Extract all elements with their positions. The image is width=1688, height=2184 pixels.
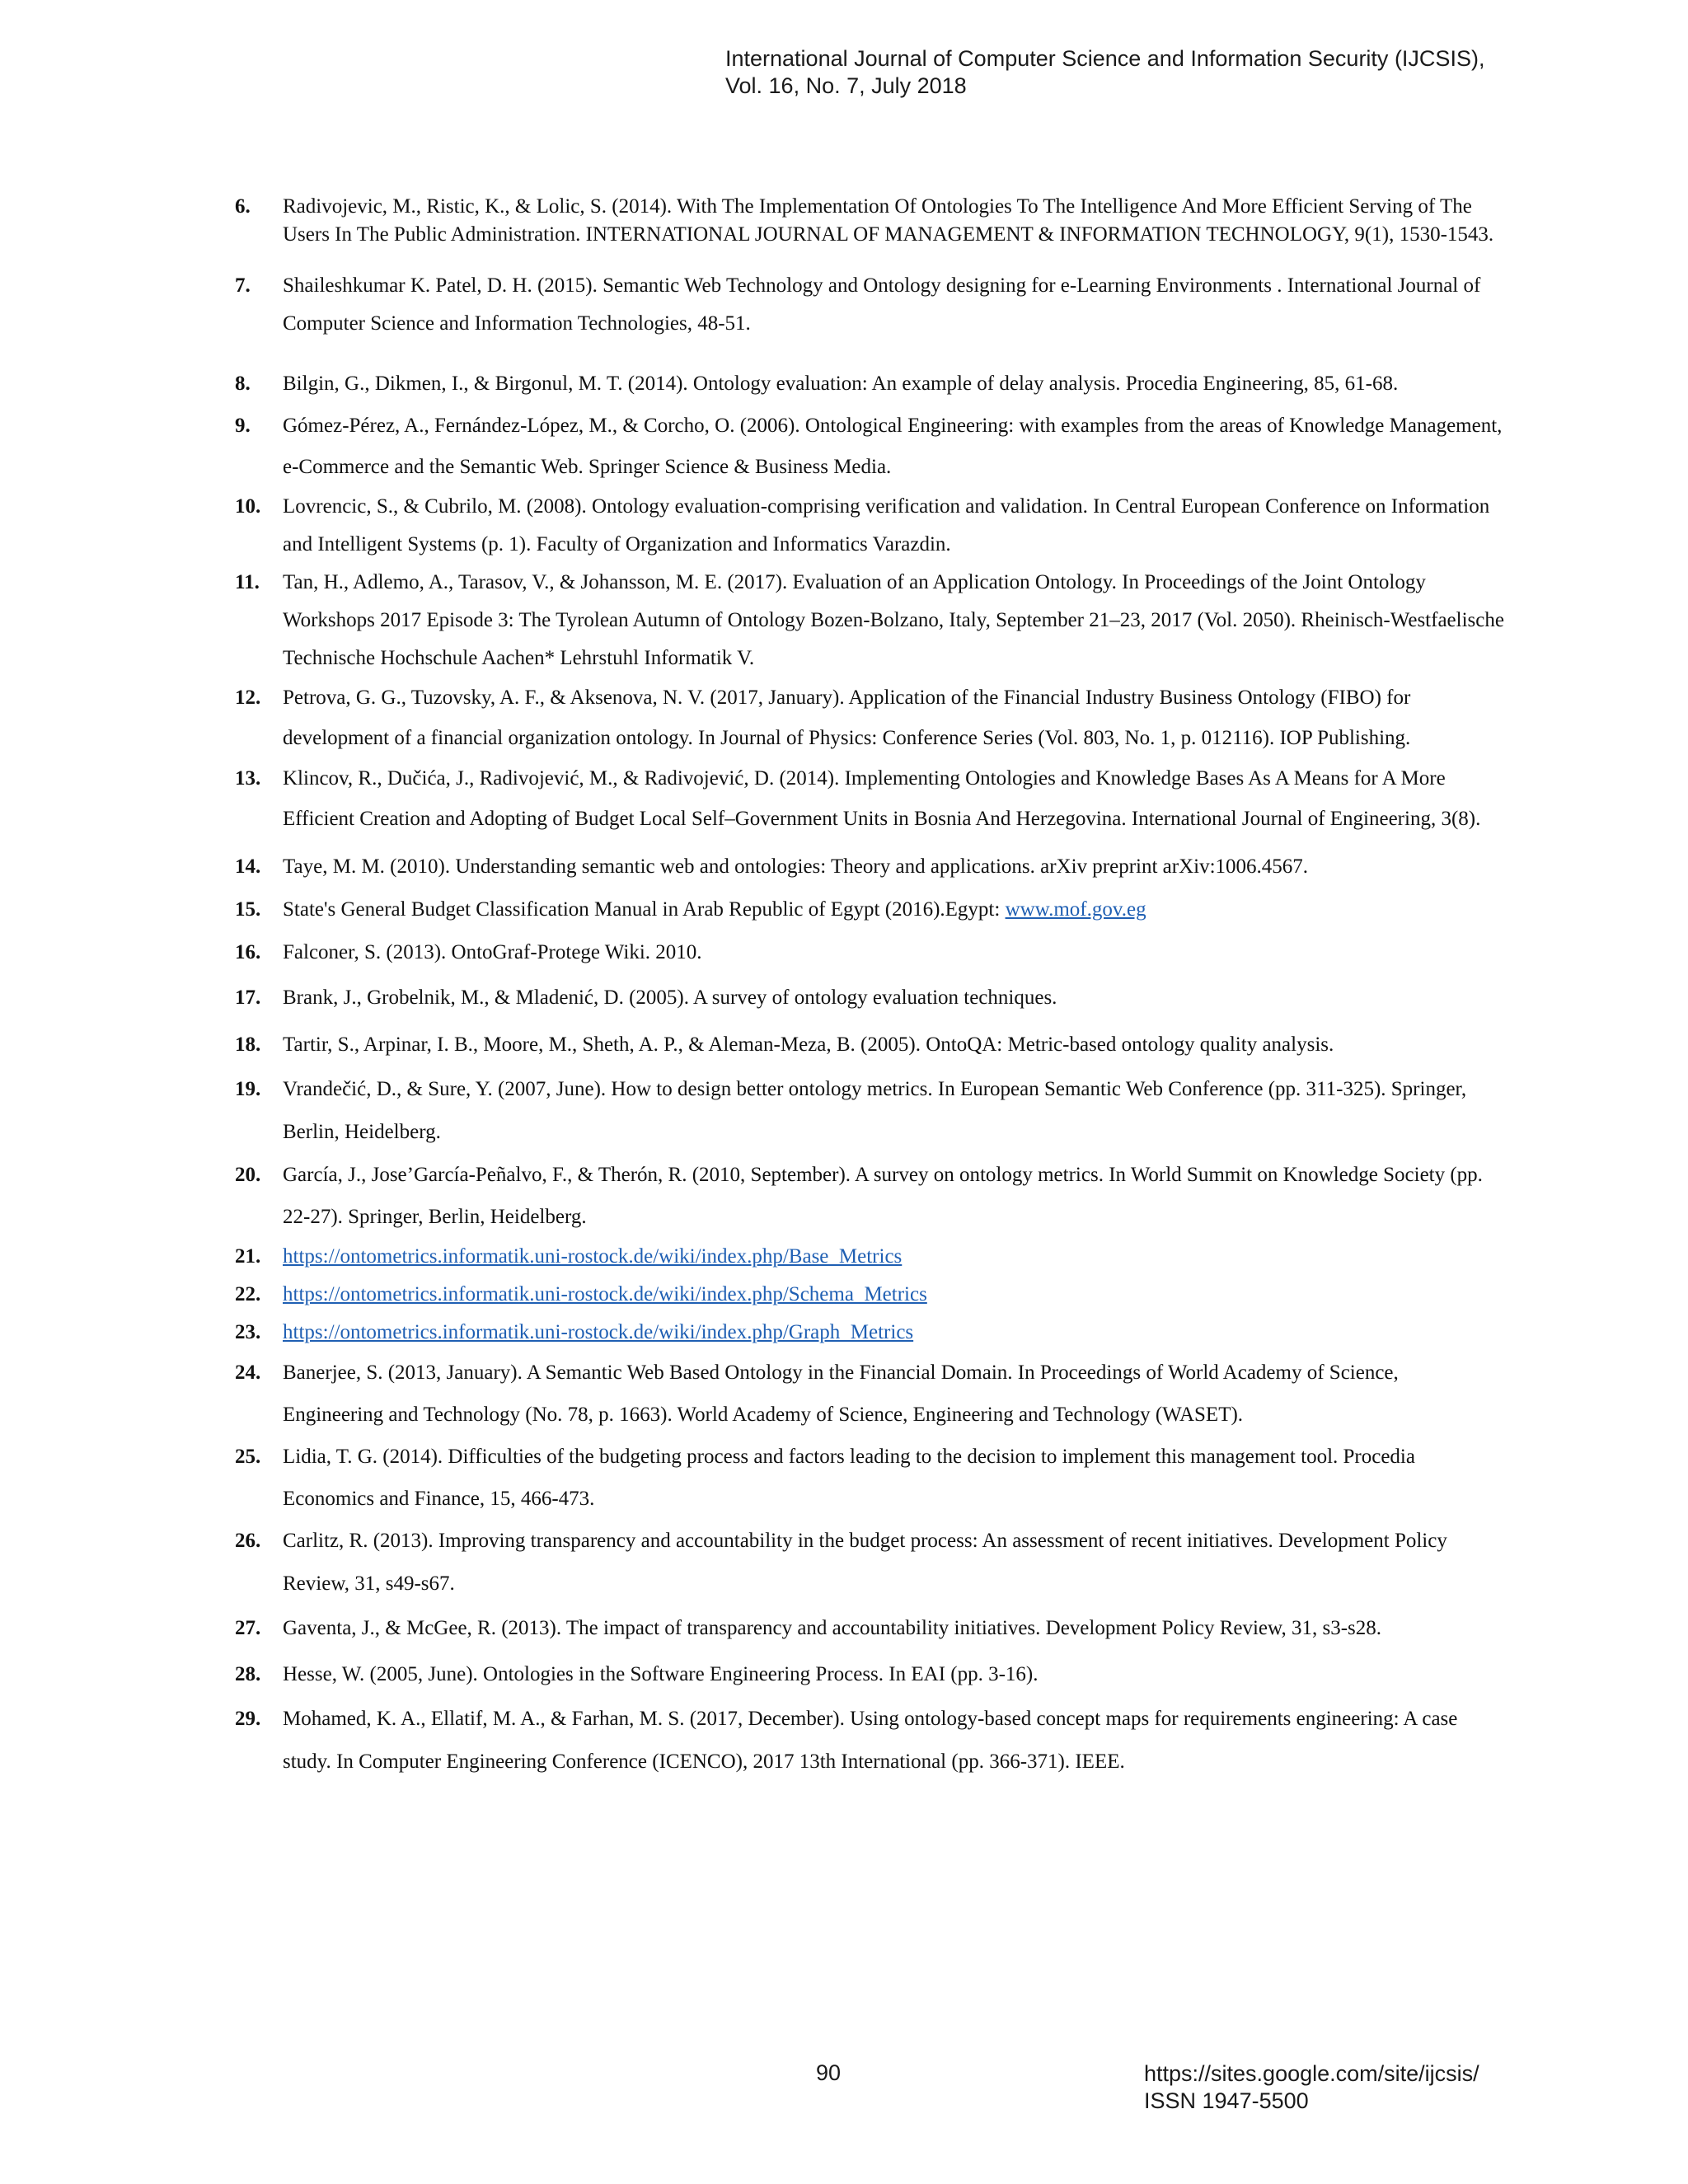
reference-text: Brank, J., Grobelnik, M., & Mladenić, D. (2005). A survey of ontology evaluation techniques.	[283, 987, 1057, 1009]
reference-item	[235, 405, 1504, 488]
journal-title: International Journal of Computer Science and Information Security (IJCSIS),	[725, 46, 1485, 71]
reference-number: 20.	[235, 1164, 261, 1186]
reference-text: Gaventa, J., & McGee, R. (2013). The impact of transparency and accountability initiatives. Development Policy Review, 31, s3-s28.	[283, 1617, 1381, 1639]
reference-text: State's General Budget Classification Manual in Arab Republic of Egypt (2016).Egypt:	[283, 898, 1001, 921]
reference-text: Klincov, R., Dučića, J., Radivojević, M., & Radivojević, D. (2014). Implementing Ontologies and Knowledge Bases As A Means for A More Efficient Creation and Adopting of Budget Local Self–Government Units in Bosnia And Herzegovina. International Journal of Engineering, 3(8).	[283, 767, 1481, 830]
reference-item	[235, 974, 1504, 1022]
reference-text: Radivojevic, M., Ristic, K., & Lolic, S. (2014). With The Implementation Of Ontologies To The Intelligence And More Efficient Serving of The Users In The Public Administration. INTERNATIONAL JOURNAL OF MANAGEMENT & INFORMATION TECHNOLOGY, 9(1), 1530-1543.	[283, 195, 1494, 246]
reference-text: Shaileshkumar K. Patel, D. H. (2015). Semantic Web Technology and Ontology designing for e-Learning Environments . International Journal of Computer Science and Information Technologies, 48-51.	[283, 274, 1481, 335]
reference-text: Gómez-Pérez, A., Fernández-López, M., & Corcho, O. (2006). Ontological Engineering: with examples from the areas of Knowledge Management, e-Commerce and the Semantic Web. Springer Science & Business Media.	[283, 415, 1503, 478]
reference-number: 18.	[235, 1033, 261, 1056]
reference-number: 6.	[235, 195, 251, 218]
reference-text: Carlitz, R. (2013). Improving transparency and accountability in the budget process: An assessment of recent initiatives. Development Policy Review, 31, s49-s67.	[283, 1530, 1447, 1595]
reference-text: Bilgin, G., Dikmen, I., & Birgonul, M. T. (2014). Ontology evaluation: An example of delay analysis. Procedia Engineering, 85, 61-68.	[283, 373, 1399, 395]
reference-item	[235, 1352, 1504, 1436]
reference-link[interactable]: https://ontometrics.informatik.uni-rostock.de/wiki/index.php/Graph_Metrics	[283, 1321, 914, 1343]
reference-number: 17.	[235, 987, 261, 1009]
reference-item	[235, 267, 1504, 343]
reference-number: 27.	[235, 1617, 261, 1639]
reference-item	[235, 888, 1504, 931]
page-number: 90	[816, 2060, 842, 2085]
reference-number: 7.	[235, 274, 251, 297]
reference-text: Taye, M. M. (2010). Understanding semantic web and ontologies: Theory and applications. arXiv preprint arXiv:1006.4567.	[283, 855, 1309, 878]
reference-text: Mohamed, K. A., Ellatif, M. A., & Farhan, M. S. (2017, December). Using ontology-based concept maps for requirements engineering: A case study. In Computer Engineering Conference (ICENCO), 2017 13th International (pp. 366-371). IEEE.	[283, 1708, 1458, 1773]
reference-number: 28.	[235, 1663, 261, 1685]
reference-text: Petrova, G. G., Tuzovsky, A. F., & Aksenova, N. V. (2017, January). Application of the Financial Industry Business Ontology (FIBO) for development of a financial organization ontology. In Journal of Physics: Conference Series (Vol. 803, No. 1, p. 012116). IOP Publishing.	[283, 687, 1411, 749]
reference-link[interactable]: www.mof.gov.eg	[1005, 898, 1146, 921]
journal-header	[725, 45, 1665, 100]
reference-number: 26.	[235, 1530, 261, 1552]
reference-link[interactable]: https://ontometrics.informatik.uni-rostock.de/wiki/index.php/Base_Metrics	[283, 1245, 903, 1268]
footer-url: https://sites.google.com/site/ijcsis/	[1144, 2061, 1479, 2086]
reference-text: García, J., Jose’García-Peñalvo, F., & Therón, R. (2010, September). A survey on ontology metrics. In World Summit on Knowledge Society (pp. 22-27). Springer, Berlin, Heidelberg.	[283, 1164, 1483, 1228]
reference-text: Tartir, S., Arpinar, I. B., Moore, M., Sheth, A. P., & Aleman-Meza, B. (2005). OntoQA: Metric-based ontology quality analysis.	[283, 1033, 1334, 1056]
references-list	[235, 193, 1504, 1783]
reference-item	[235, 368, 1504, 401]
footer-info	[1144, 2060, 1479, 2115]
reference-number: 13.	[235, 767, 261, 790]
reference-item	[235, 1068, 1504, 1154]
reference-number: 12.	[235, 687, 261, 709]
reference-item	[235, 677, 1504, 758]
reference-item	[235, 1698, 1504, 1783]
reference-item	[235, 1520, 1504, 1605]
reference-number: 19.	[235, 1078, 261, 1100]
reference-number: 22.	[235, 1283, 261, 1305]
reference-item	[235, 1652, 1504, 1698]
reference-number: 21.	[235, 1245, 261, 1268]
reference-number: 15.	[235, 898, 261, 921]
reference-number: 10.	[235, 495, 261, 518]
reference-number: 25.	[235, 1446, 261, 1468]
footer-issn: ISSN 1947-5500	[1144, 2088, 1309, 2113]
reference-number: 29.	[235, 1708, 261, 1730]
reference-number: 16.	[235, 941, 261, 963]
reference-link[interactable]: https://ontometrics.informatik.uni-rostock.de/wiki/index.php/Schema_Metrics	[283, 1283, 927, 1305]
reference-item	[235, 193, 1504, 249]
journal-volume: Vol. 16, No. 7, July 2018	[725, 73, 967, 98]
reference-number: 24.	[235, 1361, 261, 1384]
reference-item	[235, 1154, 1504, 1238]
reference-item	[235, 488, 1504, 564]
reference-item	[235, 846, 1504, 888]
reference-item	[235, 931, 1504, 974]
reference-item	[235, 1436, 1504, 1520]
reference-item	[235, 758, 1504, 839]
reference-item	[235, 1022, 1504, 1068]
reference-item	[235, 1238, 1504, 1276]
reference-text: Lovrencic, S., & Cubrilo, M. (2008). Ontology evaluation-comprising verification and validation. In Central European Conference on Information and Intelligent Systems (p. 1). Faculty of Organization and Informatics Varazdin.	[283, 495, 1490, 555]
reference-text: Hesse, W. (2005, June). Ontologies in the Software Engineering Process. In EAI (pp. 3-16).	[283, 1663, 1039, 1685]
reference-item	[235, 1314, 1504, 1352]
reference-number: 11.	[235, 571, 260, 593]
reference-text: Banerjee, S. (2013, January). A Semantic Web Based Ontology in the Financial Domain. In Proceedings of World Academy of Science, Engineering and Technology (No. 78, p. 1663). World Academy of Science, Engineering and Technology (WASET).	[283, 1361, 1399, 1426]
reference-number: 8.	[235, 373, 251, 395]
reference-text: Vrandečić, D., & Sure, Y. (2007, June). How to design better ontology metrics. In European Semantic Web Conference (pp. 311-325). Springer, Berlin, Heidelberg.	[283, 1078, 1467, 1143]
reference-number: 14.	[235, 855, 261, 878]
reference-text: Lidia, T. G. (2014). Difficulties of the budgeting process and factors leading to the decision to implement this management tool. Procedia Economics and Finance, 15, 466-473.	[283, 1446, 1415, 1510]
reference-number: 9.	[235, 415, 251, 437]
reference-item	[235, 1276, 1504, 1314]
reference-number: 23.	[235, 1321, 261, 1343]
reference-item	[235, 564, 1504, 677]
reference-text: Falconer, S. (2013). OntoGraf-Protege Wiki. 2010.	[283, 941, 702, 963]
reference-text: Tan, H., Adlemo, A., Tarasov, V., & Johansson, M. E. (2017). Evaluation of an Application Ontology. In Proceedings of the Joint Ontology Workshops 2017 Episode 3: The Tyrolean Autumn of Ontology Bozen-Bolzano, Italy, September 21–23, 2017 (Vol. 2050). Rheinisch-Westfaelische Technische Hochschule Aachen* Lehrstuhl Informatik V.	[283, 571, 1504, 669]
reference-item	[235, 1605, 1504, 1652]
